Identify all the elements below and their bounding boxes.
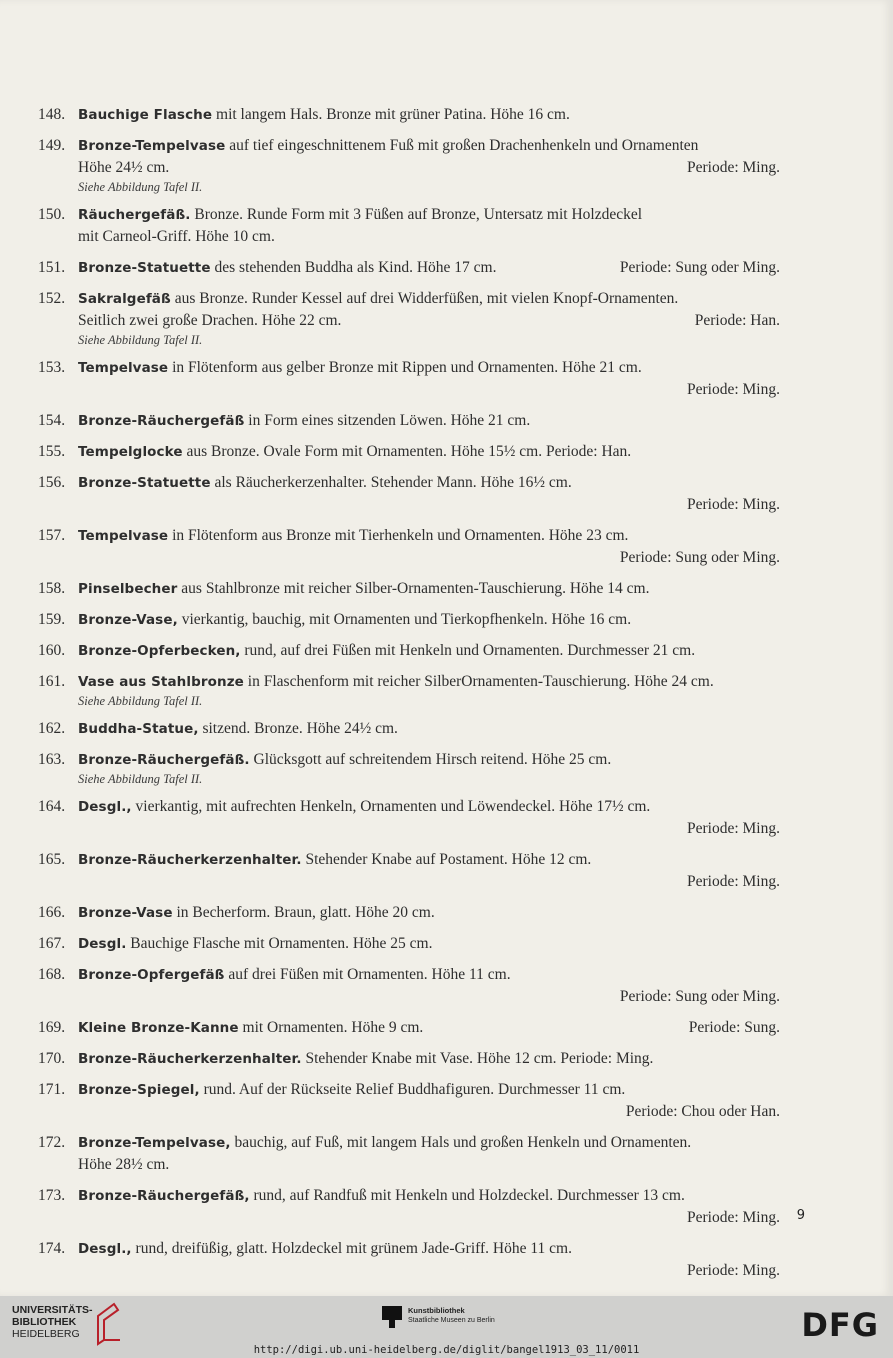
- entry-number: 173.: [38, 1187, 66, 1204]
- entry-title: Tempelvase: [78, 528, 169, 544]
- catalog-entry: [38, 718, 806, 740]
- entry-description: in Flaschenform mit reicher SilberOrnamenten-Tauschierung. Höhe 24 cm.: [247, 673, 714, 690]
- catalog-entry: [38, 1185, 806, 1229]
- entry-title: Bronze-Räucherkerzenhalter.: [78, 852, 302, 868]
- entry-line: [78, 379, 806, 401]
- entry-line: [78, 1260, 806, 1282]
- entry-description: Bauchige Flasche mit Ornamenten. Höhe 25 cm.: [130, 935, 433, 952]
- catalog-entry: [38, 1048, 806, 1070]
- catalog-entry: [38, 640, 806, 662]
- entry-title: Bronze-Statuette: [78, 260, 211, 276]
- entry-number: 156.: [38, 474, 66, 491]
- catalog-entry: [38, 964, 806, 1008]
- entry-title: Räuchergefäß.: [78, 207, 191, 223]
- entry-text: [78, 257, 496, 279]
- entry-description: Seitlich zwei große Drachen. Höhe 22 cm.: [78, 312, 342, 329]
- entry-plate-reference: Siehe Abbildung Tafel II.: [78, 333, 203, 347]
- entry-line: [78, 135, 806, 157]
- entry-title: Sakralgefäß: [78, 291, 171, 307]
- entry-line: [78, 718, 806, 740]
- catalog-entry: [38, 1132, 806, 1176]
- entry-text: [78, 1154, 169, 1176]
- uni-line-3: HEIDELBERG: [12, 1328, 80, 1340]
- entry-description: aus Bronze. Ovale Form mit Ornamenten. Höhe 15½ cm. Periode: Han.: [186, 443, 632, 460]
- entry-description: aus Stahlbronze mit reicher Silber-Ornamenten-Tauschierung. Höhe 14 cm.: [181, 580, 650, 597]
- entry-text: [78, 441, 631, 463]
- catalog-entry: [38, 104, 806, 126]
- dfg-logo[interactable]: DFG: [801, 1306, 879, 1344]
- entry-description: Stehender Knabe auf Postament. Höhe 12 cm.: [305, 851, 592, 868]
- entry-title: Desgl.: [78, 936, 127, 952]
- entry-number: 169.: [38, 1019, 66, 1036]
- entry-number: 171.: [38, 1081, 66, 1098]
- entry-line: [78, 1238, 806, 1260]
- entry-line: [78, 671, 806, 693]
- entry-line: [78, 640, 806, 662]
- entry-number: 161.: [38, 673, 66, 690]
- entry-text: [78, 410, 530, 432]
- entry-title: Tempelglocke: [78, 444, 183, 460]
- catalog-entry: [38, 204, 806, 248]
- entry-title: Tempelvase: [78, 360, 169, 376]
- entry-period: Periode: Ming.: [687, 381, 780, 398]
- entry-line: [78, 157, 806, 179]
- entry-number: 158.: [38, 580, 66, 597]
- catalog-entry: [38, 933, 806, 955]
- entry-line: [78, 1185, 806, 1207]
- entry-line: [78, 441, 806, 463]
- entry-title: Bronze-Vase: [78, 905, 173, 921]
- entry-text: [78, 357, 642, 379]
- entry-number: 164.: [38, 798, 66, 815]
- catalog-entry: [38, 257, 806, 279]
- entry-description: Glücksgott auf schreitendem Hirsch reitend. Höhe 25 cm.: [253, 751, 612, 768]
- university-library-logo[interactable]: [12, 1304, 93, 1340]
- entry-title: Desgl.,: [78, 799, 132, 815]
- uni-line-1: UNIVERSITÄTS-: [12, 1304, 93, 1316]
- catalog-entry: [38, 849, 806, 893]
- entry-title: Bronze-Opferbecken,: [78, 643, 241, 659]
- entry-number: 151.: [38, 259, 66, 276]
- entry-line: [78, 494, 806, 516]
- entry-description: sitzend. Bronze. Höhe 24½ cm.: [202, 720, 398, 737]
- entry-period: Periode: Sung.: [688, 1019, 780, 1036]
- catalog-entry: [38, 441, 806, 463]
- catalog-entry: [38, 410, 806, 432]
- entry-description: Höhe 28½ cm.: [78, 1156, 170, 1173]
- entry-description: in Form eines sitzenden Löwen. Höhe 21 cm.: [248, 412, 531, 429]
- entry-line: [78, 818, 806, 840]
- entry-number: 160.: [38, 642, 66, 659]
- page-number: 9: [796, 1208, 805, 1223]
- entry-period: Periode: Sung oder Ming.: [619, 549, 780, 566]
- entry-period: Periode: Chou oder Han.: [625, 1103, 780, 1120]
- entry-line: [78, 871, 806, 893]
- entry-line: [78, 410, 806, 432]
- entry-text: [78, 1017, 423, 1039]
- entry-line: [78, 1132, 806, 1154]
- entry-number: 170.: [38, 1050, 66, 1067]
- entry-text: [78, 749, 611, 771]
- entry-line: [78, 849, 806, 871]
- entry-number: 162.: [38, 720, 66, 737]
- entry-line: [78, 578, 806, 600]
- kunstbibliothek-logo[interactable]: [382, 1306, 495, 1328]
- entry-title: Bronze-Opfergefäß: [78, 967, 225, 983]
- catalog-entry: [38, 357, 806, 401]
- entry-text: [78, 525, 628, 547]
- entry-text: [78, 796, 650, 818]
- entry-number: 153.: [38, 359, 66, 376]
- entry-number: 159.: [38, 611, 66, 628]
- permalink-url[interactable]: http://digi.ub.uni-heidelberg.de/diglit/bangel1913_03_11/0011: [253, 1344, 640, 1356]
- entry-description: rund, auf drei Füßen mit Henkeln und Ornamenten. Durchmesser 21 cm.: [244, 642, 696, 659]
- entry-text: [78, 933, 432, 955]
- catalog-entry: [38, 1079, 806, 1123]
- entry-number: 167.: [38, 935, 66, 952]
- kb-name: Kunstbibliothek: [408, 1306, 465, 1315]
- entry-line: [78, 547, 806, 569]
- catalog-entry: [38, 749, 806, 787]
- kunstbibliothek-mark-icon: [382, 1306, 402, 1328]
- entry-number: 148.: [38, 106, 66, 123]
- entry-title: Pinselbecher: [78, 581, 178, 597]
- entry-number: 152.: [38, 290, 66, 307]
- catalog-entry: [38, 796, 806, 840]
- entry-text: [78, 1132, 691, 1154]
- entry-text: [78, 310, 341, 332]
- catalog-entry: [38, 472, 806, 516]
- entry-line: [78, 357, 806, 379]
- entry-line: [78, 1079, 806, 1101]
- entry-line: [78, 986, 806, 1008]
- entry-description: in Flötenform aus gelber Bronze mit Rippen und Ornamenten. Höhe 21 cm.: [172, 359, 642, 376]
- entry-description: in Flötenform aus Bronze mit Tierhenkeln und Ornamenten. Höhe 23 cm.: [172, 527, 629, 544]
- entry-period: Periode: Ming.: [687, 159, 780, 176]
- entry-description: mit Carneol-Griff. Höhe 10 cm.: [78, 228, 275, 245]
- entry-period: Periode: Ming.: [687, 496, 780, 513]
- entry-line: [78, 1017, 806, 1039]
- entry-text: [78, 1079, 625, 1101]
- uni-line-2: BIBLIOTHEK: [12, 1316, 77, 1328]
- entry-text: [78, 104, 570, 126]
- entry-number: 166.: [38, 904, 66, 921]
- entry-title: Bronze-Räuchergefäß.: [78, 752, 250, 768]
- catalog-entry: [38, 578, 806, 600]
- entry-number: 168.: [38, 966, 66, 983]
- entry-description: rund, dreifüßig, glatt. Holzdeckel mit grünem Jade-Griff. Höhe 11 cm.: [135, 1240, 572, 1257]
- entry-description: rund. Auf der Rückseite Relief Buddhafiguren. Durchmesser 11 cm.: [203, 1081, 626, 1098]
- entry-description: vierkantig, bauchig, mit Ornamenten und Tierkopfhenkeln. Höhe 16 cm.: [181, 611, 632, 628]
- entry-line: [78, 1048, 806, 1070]
- entry-number: 174.: [38, 1240, 66, 1257]
- catalog-entry: [38, 525, 806, 569]
- entry-text: [78, 578, 649, 600]
- university-emblem-icon: [90, 1300, 124, 1348]
- entry-number: 157.: [38, 527, 66, 544]
- entry-text: [78, 288, 678, 310]
- entry-plate-reference: Siehe Abbildung Tafel II.: [78, 180, 203, 194]
- entry-number: 165.: [38, 851, 66, 868]
- entry-description: vierkantig, mit aufrechten Henkeln, Ornamenten und Löwendeckel. Höhe 17½ cm.: [135, 798, 651, 815]
- entry-line: [78, 472, 806, 494]
- entry-line: [78, 525, 806, 547]
- entry-line: [78, 310, 806, 332]
- entry-description: Bronze. Runde Form mit 3 Füßen auf Bronze, Untersatz mit Holzdeckel: [194, 206, 643, 223]
- catalog-entry: [38, 902, 806, 924]
- entry-description: in Becherform. Braun, glatt. Höhe 20 cm.: [176, 904, 435, 921]
- entry-line: [78, 1101, 806, 1123]
- entry-text: [78, 1238, 572, 1260]
- entry-title: Bronze-Räuchergefäß: [78, 413, 245, 429]
- entry-line: [78, 933, 806, 955]
- entry-line: [78, 749, 806, 771]
- entry-line: [78, 104, 806, 126]
- entry-number: 155.: [38, 443, 66, 460]
- entry-number: 172.: [38, 1134, 66, 1151]
- entry-text: [78, 472, 572, 494]
- entry-number: 150.: [38, 206, 66, 223]
- catalog-entries: [38, 104, 806, 1291]
- entry-text: [78, 226, 275, 248]
- entry-title: Bronze-Statuette: [78, 475, 211, 491]
- entry-description: auf drei Füßen mit Ornamenten. Höhe 11 cm.: [228, 966, 511, 983]
- entry-plate-reference: Siehe Abbildung Tafel II.: [78, 772, 203, 786]
- entry-period: Periode: Ming.: [687, 873, 780, 890]
- entry-line: [78, 902, 806, 924]
- entry-title: Bronze-Spiegel,: [78, 1082, 200, 1098]
- entry-description: als Räucherkerzenhalter. Stehender Mann. Höhe 16½ cm.: [214, 474, 572, 491]
- entry-title: Bronze-Räuchergefäß,: [78, 1188, 250, 1204]
- entry-text: [78, 609, 631, 631]
- entry-line: [78, 226, 806, 248]
- entry-title: Buddha-Statue,: [78, 721, 199, 737]
- entry-title: Vase aus Stahlbronze: [78, 674, 244, 690]
- entry-line: [78, 796, 806, 818]
- entry-text: [78, 849, 591, 871]
- entry-text: [78, 671, 714, 693]
- entry-description: mit langem Hals. Bronze mit grüner Patina. Höhe 16 cm.: [216, 106, 570, 123]
- entry-description: bauchig, auf Fuß, mit langem Hals und großen Henkeln und Ornamenten.: [234, 1134, 692, 1151]
- entry-text: [78, 157, 169, 179]
- entry-line: [78, 257, 806, 279]
- entry-text: [78, 964, 511, 986]
- catalog-entry: [38, 609, 806, 631]
- entry-plate-reference: Siehe Abbildung Tafel II.: [78, 694, 203, 708]
- entry-title: Bronze-Tempelvase: [78, 138, 226, 154]
- entry-description: aus Bronze. Runder Kessel auf drei Widderfüßen, mit vielen Knopf-Ornamenten.: [174, 290, 679, 307]
- entry-number: 163.: [38, 751, 66, 768]
- entry-title: Bronze-Tempelvase,: [78, 1135, 231, 1151]
- entry-line: [78, 1154, 806, 1176]
- entry-period: Periode: Ming.: [687, 1209, 780, 1226]
- entry-number: 154.: [38, 412, 66, 429]
- entry-text: [78, 718, 398, 740]
- entry-description: rund, auf Randfuß mit Henkeln und Holzdeckel. Durchmesser 13 cm.: [253, 1187, 685, 1204]
- entry-description: mit Ornamenten. Höhe 9 cm.: [242, 1019, 424, 1036]
- entry-period: Periode: Han.: [694, 312, 780, 329]
- kb-subtitle: Staatliche Museen zu Berlin: [408, 1317, 495, 1324]
- catalog-entry: [38, 288, 806, 348]
- entry-title: Bronze-Räucherkerzenhalter.: [78, 1051, 302, 1067]
- catalog-entry: [38, 135, 806, 195]
- entry-description: auf tief eingeschnittenem Fuß mit großen Drachenhenkeln und Ornamenten: [229, 137, 699, 154]
- entry-number: 149.: [38, 137, 66, 154]
- entry-description: des stehenden Buddha als Kind. Höhe 17 cm.: [214, 259, 497, 276]
- entry-line: [78, 288, 806, 310]
- entry-text: [78, 135, 698, 157]
- catalog-entry: [38, 671, 806, 709]
- entry-text: [78, 204, 642, 226]
- entry-line: [78, 1207, 806, 1229]
- entry-line: [78, 964, 806, 986]
- entry-text: [78, 640, 695, 662]
- entry-description: Höhe 24½ cm.: [78, 159, 170, 176]
- catalog-entry: [38, 1238, 806, 1282]
- entry-line: [78, 609, 806, 631]
- entry-text: [78, 1185, 685, 1207]
- entry-period: Periode: Sung oder Ming.: [619, 988, 780, 1005]
- entry-title: Kleine Bronze-Kanne: [78, 1020, 239, 1036]
- entry-title: Bauchige Flasche: [78, 107, 213, 123]
- entry-title: Desgl.,: [78, 1241, 132, 1257]
- entry-line: [78, 204, 806, 226]
- entry-period: Periode: Ming.: [687, 1262, 780, 1279]
- entry-period: Periode: Sung oder Ming.: [619, 259, 780, 276]
- entry-text: [78, 1048, 653, 1070]
- entry-period: Periode: Ming.: [687, 820, 780, 837]
- entry-title: Bronze-Vase,: [78, 612, 178, 628]
- entry-text: [78, 902, 435, 924]
- entry-description: Stehender Knabe mit Vase. Höhe 12 cm. Periode: Ming.: [305, 1050, 654, 1067]
- catalog-entry: [38, 1017, 806, 1039]
